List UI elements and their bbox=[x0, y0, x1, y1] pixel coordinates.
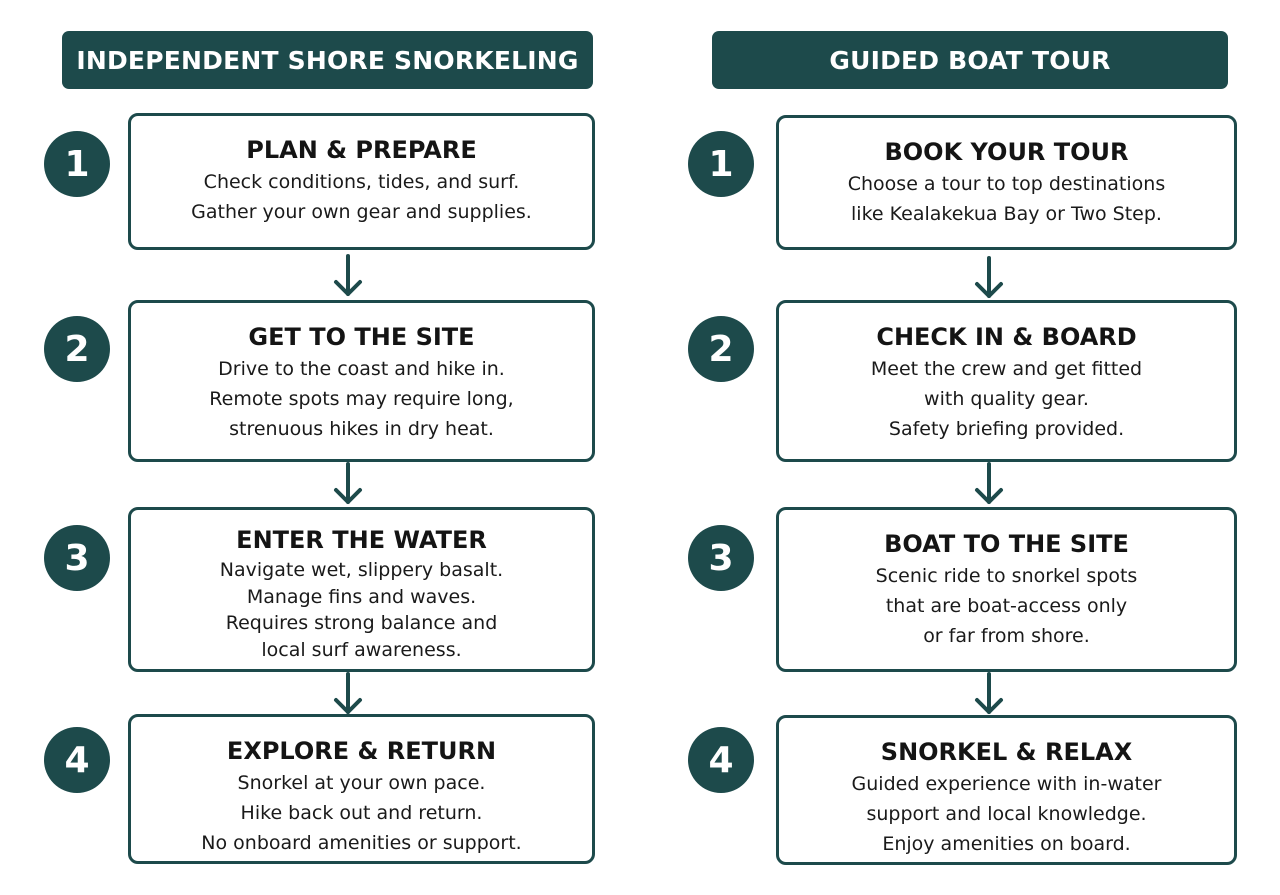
step-title: GET TO THE SITE bbox=[248, 323, 475, 351]
down-arrow-icon bbox=[974, 256, 1004, 300]
step-description-line: strenuous hikes in dry heat. bbox=[229, 418, 494, 440]
step-number-badge: 4 bbox=[688, 727, 754, 793]
step-description-line: Meet the crew and get fitted bbox=[870, 358, 1143, 380]
step-title: BOAT TO THE SITE bbox=[884, 530, 1129, 558]
down-arrow-icon bbox=[333, 254, 363, 298]
step-box bbox=[776, 715, 1237, 865]
step-box bbox=[776, 115, 1237, 250]
boat-tour-column bbox=[640, 0, 1280, 895]
step-description-line: Choose a tour to top destinations bbox=[847, 173, 1166, 195]
step-title: EXPLORE & RETURN bbox=[226, 737, 497, 765]
step-description-line: Manage fins and waves. bbox=[246, 585, 477, 608]
step-description-line: like Kealakekua Bay or Two Step. bbox=[851, 203, 1162, 225]
step-description-line: No onboard amenities or support. bbox=[201, 832, 522, 854]
step-description-line: Enjoy amenities on board. bbox=[882, 833, 1131, 855]
down-arrow-icon bbox=[974, 462, 1004, 506]
step-title: PLAN & PREPARE bbox=[246, 136, 477, 164]
step-description-line: or far from shore. bbox=[923, 625, 1090, 647]
step-box bbox=[128, 300, 595, 462]
step-description-line: Safety briefing provided. bbox=[888, 418, 1125, 440]
step-box bbox=[776, 300, 1237, 462]
step-description-line: Snorkel at your own pace. bbox=[237, 772, 486, 794]
step-number-badge: 4 bbox=[44, 727, 110, 793]
step-number-badge: 3 bbox=[688, 525, 754, 591]
column-header: GUIDED BOAT TOUR bbox=[712, 31, 1228, 89]
step-title: BOOK YOUR TOUR bbox=[884, 138, 1129, 166]
step-description-line: that are boat-access only bbox=[885, 595, 1128, 617]
step-box bbox=[776, 507, 1237, 672]
step-box bbox=[128, 507, 595, 672]
step-title: CHECK IN & BOARD bbox=[876, 323, 1137, 351]
step-number-badge: 2 bbox=[688, 316, 754, 382]
column-header: INDEPENDENT SHORE SNORKELING bbox=[62, 31, 593, 89]
step-description-line: Scenic ride to snorkel spots bbox=[875, 565, 1138, 587]
step-description-line: support and local knowledge. bbox=[866, 803, 1147, 825]
step-box bbox=[128, 714, 595, 864]
step-description-line: Check conditions, tides, and surf. bbox=[203, 171, 520, 193]
step-description-line: Navigate wet, slippery basalt. bbox=[219, 559, 504, 581]
step-number-badge: 1 bbox=[688, 131, 754, 197]
step-description-line: Drive to the coast and hike in. bbox=[218, 358, 505, 380]
step-number-badge: 2 bbox=[44, 316, 110, 382]
step-description-line: Guided experience with in-water bbox=[851, 773, 1162, 795]
step-title: ENTER THE WATER bbox=[236, 526, 487, 554]
step-description-line: Gather your own gear and supplies. bbox=[191, 201, 532, 223]
down-arrow-icon bbox=[333, 672, 363, 716]
down-arrow-icon bbox=[974, 672, 1004, 716]
step-box bbox=[128, 113, 595, 250]
step-number-badge: 3 bbox=[44, 525, 110, 591]
step-title: SNORKEL & RELAX bbox=[880, 738, 1133, 766]
step-description-line: Remote spots may require long, bbox=[209, 388, 514, 410]
step-description-line: with quality gear. bbox=[924, 388, 1089, 410]
down-arrow-icon bbox=[333, 462, 363, 506]
step-description-line: Requires strong balance and bbox=[225, 612, 498, 634]
step-number-badge: 1 bbox=[44, 131, 110, 197]
step-description-line: Hike back out and return. bbox=[240, 802, 483, 824]
step-description-line: local surf awareness. bbox=[261, 638, 462, 661]
